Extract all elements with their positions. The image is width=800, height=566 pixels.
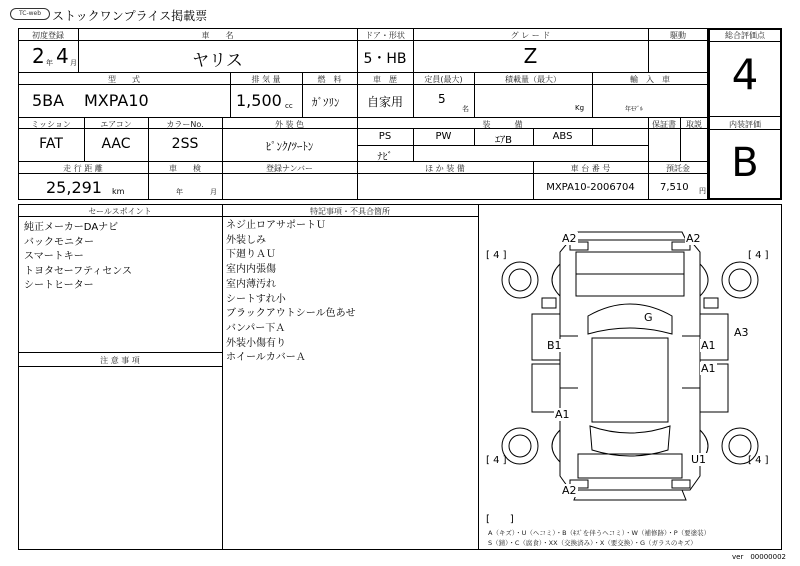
- label-other-equipment: ほ か 装 備: [425, 164, 465, 173]
- list-item: ブラックアウトシール色あせ: [226, 308, 356, 320]
- list-item: バンパー下Ａ: [226, 322, 286, 334]
- label-mission: ミッション: [31, 120, 71, 129]
- label-first-reg: 初度登録: [32, 31, 64, 40]
- label-interior: 内装評価: [729, 120, 761, 129]
- label-fuel: 燃 料: [317, 75, 342, 84]
- ext-color-value: ﾋﾟﾝｸ/ﾂｰﾄﾝ: [265, 140, 314, 153]
- label-aircon: エアコン: [100, 120, 132, 129]
- page-title: ストックワンプライス掲載票: [52, 9, 208, 23]
- damage-mark: A2: [562, 484, 577, 497]
- chassis-value: MXPA10-2006704: [546, 182, 635, 193]
- label-drive: 駆動: [670, 31, 686, 40]
- equip-airbag: ｴｱB: [495, 135, 512, 146]
- door-shape-value: 5・HB: [363, 51, 407, 67]
- damage-mark: A3: [734, 326, 749, 339]
- list-item: 外装しみ: [226, 234, 266, 246]
- year-unit: 年: [46, 59, 53, 67]
- grade-value: Z: [523, 44, 538, 68]
- mileage-value: 25,291: [46, 178, 102, 197]
- label-notes: 注 意 事 項: [100, 356, 140, 365]
- equip-abs: ABS: [552, 131, 573, 142]
- list-item: 外装小傷有り: [226, 337, 286, 349]
- capacity-value: 5: [438, 92, 446, 106]
- label-warranty: 保証書: [652, 120, 676, 129]
- damage-mark: U1: [691, 453, 707, 466]
- damage-mark: G: [644, 311, 653, 324]
- label-overall: 総合評価点: [725, 31, 765, 40]
- label-manual: 取説: [686, 120, 702, 129]
- label-model: 型 式: [108, 75, 140, 84]
- label-remarks: 特記事項・不具合箇所: [310, 207, 390, 216]
- deposit-value: 7,510: [660, 182, 689, 193]
- equip-pw: PW: [435, 131, 452, 142]
- list-item: トヨタセーフティセンス: [24, 265, 132, 277]
- car-damage-diagram: [478, 204, 782, 524]
- label-deposit: 預託金: [666, 164, 690, 173]
- label-history: 車 歴: [373, 75, 397, 84]
- list-item: シートヒーター: [24, 280, 94, 291]
- damage-legend-line1: A（キズ）・U（ヘコミ）・B（ｷｽﾞを伴うヘコミ）・W（補修跡）・P（要塗装）: [488, 529, 711, 537]
- km-unit: km: [112, 187, 125, 196]
- mission-value: FAT: [39, 136, 63, 152]
- tyre-rl-bracket: [ 4 ]: [486, 455, 507, 466]
- label-mileage: 走 行 距 離: [63, 164, 103, 173]
- sales-point-list: [24, 221, 132, 294]
- label-ext-color: 外 装 色: [274, 120, 305, 129]
- spare-tyre-bracket: [ ]: [486, 514, 514, 525]
- history-value: 自家用: [366, 95, 403, 109]
- damage-legend-line2: S（錆）・C（腐食）・XX（交換済み）・X（要交換）・G（ガラスのキズ）: [488, 539, 697, 547]
- equip-ps: PS: [378, 131, 392, 142]
- displacement-value: 1,500: [236, 91, 282, 110]
- label-displacement: 排 気 量: [251, 75, 281, 84]
- label-reg-number: 登録ナンバー: [265, 164, 314, 173]
- inspection-month-unit: 月: [210, 188, 217, 196]
- car-name-value: ヤリス: [192, 51, 243, 71]
- label-door-shape: ドア・形状: [365, 31, 405, 40]
- label-grade: グ レ ー ド: [510, 31, 551, 40]
- overall-score: 4: [731, 50, 759, 99]
- list-item: 下廻りＡＵ: [226, 249, 276, 261]
- damage-mark: B1: [547, 339, 562, 352]
- list-item: シートすれ小: [226, 293, 286, 305]
- list-item: 室内内張傷: [226, 264, 276, 276]
- persons-unit: 名: [462, 105, 469, 113]
- remarks-list: [226, 219, 356, 366]
- list-item: ネジ止ロアサポートＵ: [226, 220, 326, 231]
- label-equipment: 装 備: [482, 120, 523, 129]
- color-no-value: 2SS: [171, 136, 199, 152]
- version-label: ver 00000002: [732, 553, 786, 561]
- month-unit: 月: [70, 59, 77, 67]
- fuel-value: ｶﾞｿﾘﾝ: [312, 96, 340, 109]
- damage-mark: A1: [701, 362, 716, 375]
- tyre-rr-bracket: [ 4 ]: [748, 455, 769, 466]
- model-prefix: 5BA: [32, 91, 65, 110]
- damage-mark: A2: [562, 232, 577, 245]
- label-sales-point: セールスポイント: [88, 207, 152, 216]
- damage-mark: A1: [701, 339, 716, 352]
- label-chassis: 車 台 番 号: [570, 164, 611, 173]
- label-import: 輸 入 車: [630, 75, 670, 84]
- label-capacity: 定員(最大): [424, 75, 463, 84]
- first-reg-month: 4: [56, 44, 69, 68]
- logo: TC-web: [10, 8, 50, 20]
- label-car-name: 車 名: [201, 31, 234, 40]
- interior-score: B: [731, 140, 759, 186]
- label-inspection: 車 検: [169, 164, 201, 173]
- kg-unit: Kg: [575, 104, 585, 112]
- damage-mark: A2: [686, 232, 701, 245]
- tyre-fr-bracket: [ 4 ]: [748, 250, 769, 261]
- list-item: ホイールカバーＡ: [226, 352, 306, 364]
- model-value: MXPA10: [84, 91, 149, 110]
- tyre-fl-bracket: [ 4 ]: [486, 250, 507, 261]
- inspection-year-unit: 年: [176, 188, 183, 196]
- list-item: バックモニター: [24, 236, 94, 248]
- label-color-no: カラーNo.: [166, 120, 204, 129]
- cc-unit: cc: [285, 102, 293, 110]
- label-load: 積載量（最大）: [505, 75, 561, 84]
- first-reg-year: 2: [32, 44, 45, 68]
- import-model-unit: 年ﾓﾃﾞﾙ: [625, 106, 644, 113]
- aircon-value: AAC: [101, 136, 131, 152]
- list-item: スマートキー: [24, 251, 84, 262]
- equip-navi: ﾅﾋﾞ: [377, 152, 393, 163]
- damage-mark: A1: [555, 408, 570, 421]
- list-item: 室内薄汚れ: [226, 278, 276, 290]
- yen-unit: 円: [699, 187, 706, 195]
- list-item: 純正メーカーDAナビ: [24, 222, 119, 233]
